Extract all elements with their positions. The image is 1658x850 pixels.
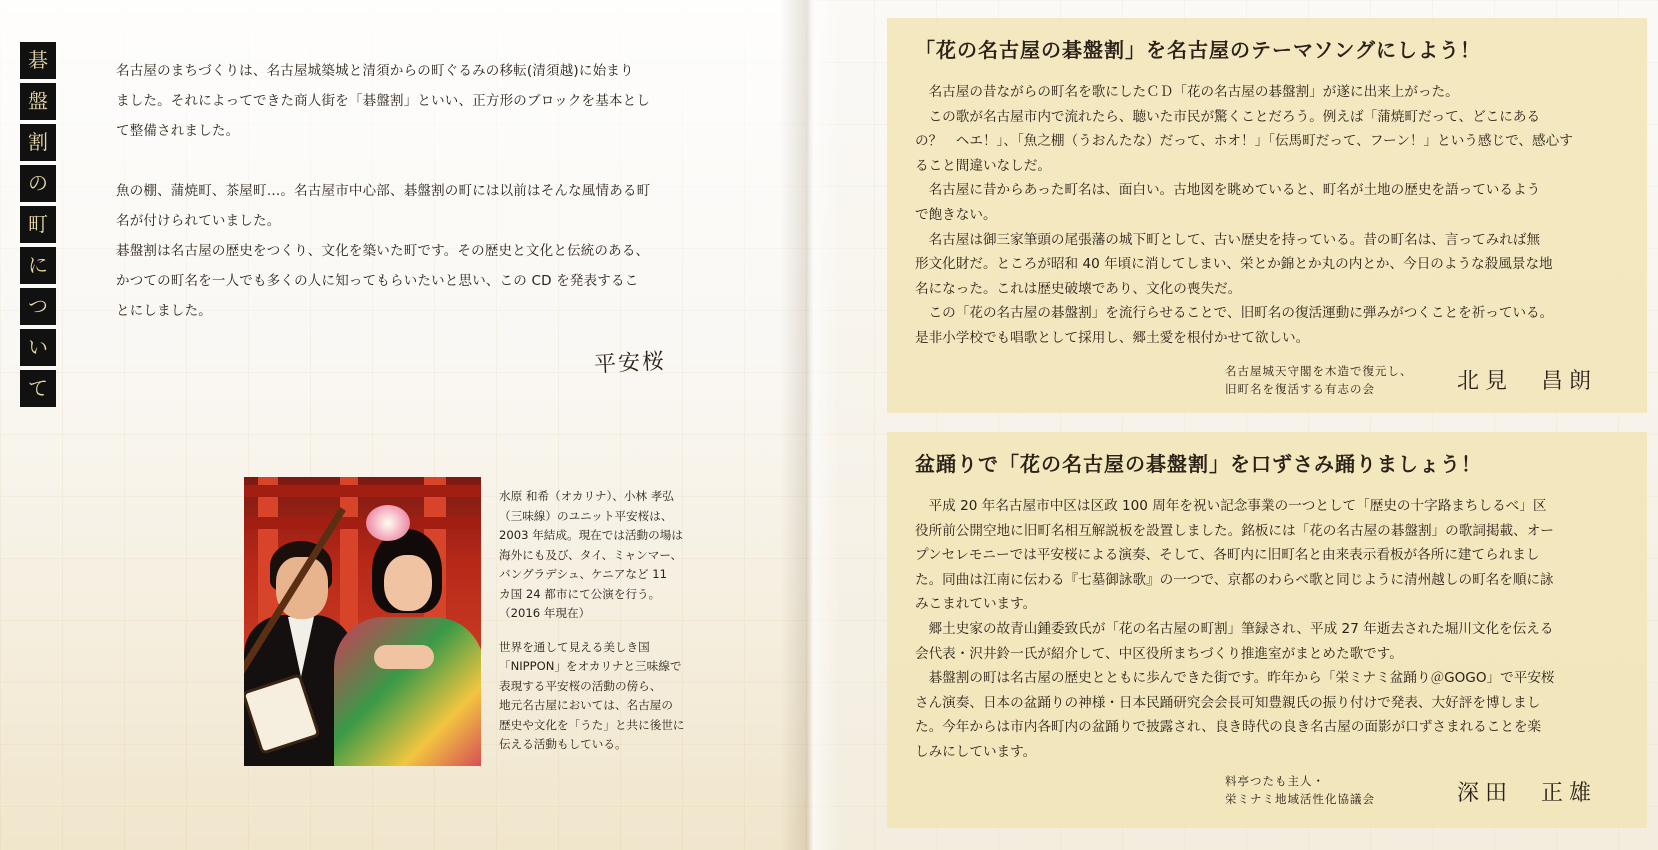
body-line: さん演奏、日本の盆踊りの神様・日本民踊研究会会長可知豊親氏の振り付けで発表、大好評を博しまし bbox=[915, 694, 1541, 711]
body-line: 名古屋は御三家筆頭の尾張藩の城下町として、古い歴史を持っている。昔の町名は、言ってみれば無 bbox=[915, 231, 1541, 248]
author-affiliation bbox=[1225, 362, 1413, 398]
theme-song-heading: 「花の名古屋の碁盤割」を名古屋のテーマソングにしよう！ bbox=[915, 38, 1481, 62]
affiliation-line: 名古屋城天守閣を木造で復元し、 bbox=[1225, 364, 1413, 378]
vertical-title-char: い bbox=[20, 329, 56, 366]
vertical-title-char: 町 bbox=[20, 206, 56, 243]
intro-line: 碁盤割は名古屋の歴史をつくり、文化を築いた町です。その歴史と文化と伝統のある、 bbox=[116, 243, 650, 259]
vertical-title-char: 盤 bbox=[20, 83, 56, 120]
affiliation-line: 栄ミナミ地域活性化協議会 bbox=[1225, 792, 1375, 806]
body-line: この歌が名古屋市内で流れたら、聴いた市民が驚くことだろう。例えば「蒲焼町だって、どこにある bbox=[915, 108, 1541, 125]
theme-song-box bbox=[887, 18, 1647, 413]
group-signature: 平安桜 bbox=[593, 349, 667, 378]
body-line: た。同曲は江南に伝わる『七墓御詠歌』の一つで、京都のわらべ歌と同じように清州越しの町名を順に詠 bbox=[915, 571, 1554, 588]
body-line: プンセレモニーでは平安桜による演奏、そして、各町内に旧町名と由来表示看板が各所に建てられまし bbox=[915, 547, 1540, 564]
body-line: この「花の名古屋の碁盤割」を流行らせることで、旧町名の復活運動に弾みがつくことを祈っている。 bbox=[915, 305, 1554, 322]
body-line: 会代表・沢井鈴一氏が紹介して、中区役所まちづくり推進室がまとめた歌です。 bbox=[915, 645, 1403, 662]
bio-line: （三味線）のユニット平安桜は、 bbox=[499, 508, 673, 523]
body-line: 是非小学校でも唱歌として採用し、郷土愛を根付かせて欲しい。 bbox=[915, 329, 1310, 346]
body-line: た。今年からは市内各町内の盆踊りで披露され、良き時代の良き名古屋の面影が口ずさまれることを楽 bbox=[915, 719, 1542, 736]
bio-line: 地元名古屋においては、名古屋の bbox=[499, 698, 673, 712]
vertical-title-char: つ bbox=[20, 288, 56, 325]
bon-odori-heading: 盆踊りで「花の名古屋の碁盤割」を口ずさみ踊りましょう！ bbox=[915, 452, 1482, 476]
bio-line: バングラデシュ、ケニアなど 11 bbox=[499, 567, 667, 581]
body-line: 平成 20 年名古屋市中区は区政 100 周年を祝い記念事業の一つとして「歴史の十字路まちしるべ」区 bbox=[915, 498, 1547, 514]
vertical-title-char: に bbox=[20, 247, 56, 284]
intro-line: 名古屋のまちづくりは、名古屋城築城と清須からの町ぐるみの移転(清須越)に始まり bbox=[116, 63, 634, 79]
intro-line: かつての町名を一人でも多くの人に知ってもらいたいと思い、この CD を発表するこ bbox=[116, 273, 639, 289]
author-name: 深田 正雄 bbox=[1457, 781, 1598, 806]
bon-odori-body bbox=[915, 494, 1625, 765]
body-line: 名になった。これは歴史破壊であり、文化の喪失だ。 bbox=[915, 280, 1242, 297]
affiliation-line: 旧町名を復活する有志の会 bbox=[1225, 382, 1375, 396]
body-line: で飽きない。 bbox=[915, 206, 997, 223]
book-spine bbox=[780, 0, 840, 850]
body-line: 役所前公開空地に旧町名相互解説板を設置しました。銘板には「花の名古屋の碁盤割」の歌詞掲載、オー bbox=[915, 522, 1554, 539]
body-line: しみにしています。 bbox=[915, 743, 1037, 760]
bio-line: （2016 年現在） bbox=[499, 606, 591, 620]
bon-odori-box bbox=[887, 432, 1647, 828]
author-name: 北見 昌朗 bbox=[1457, 369, 1598, 394]
band-bio bbox=[499, 487, 713, 755]
vertical-title-char: の bbox=[20, 165, 56, 202]
vertical-title bbox=[20, 42, 56, 407]
bio-line: 海外にも及び、タイ、ミャンマー、 bbox=[499, 547, 683, 562]
intro-line: とにしました。 bbox=[116, 303, 212, 319]
body-line: 碁盤割の町は名古屋の歴史とともに歩んできた街です。昨年から「栄ミナミ盆踊り＠GOGO」で平安桜 bbox=[915, 670, 1555, 687]
bio-line: カ国 24 都市にて公演を行う。 bbox=[499, 586, 661, 601]
bio-line: 伝える活動もしている。 bbox=[499, 737, 627, 751]
band-photo bbox=[244, 477, 481, 766]
intro-line: 名が付けられていました。 bbox=[116, 213, 281, 229]
vertical-title-char: 碁 bbox=[20, 42, 56, 79]
intro-text bbox=[116, 56, 696, 326]
bio-line: 世界を通して見える美しき国 bbox=[499, 639, 650, 654]
author-affiliation bbox=[1225, 772, 1375, 808]
affiliation-line: 料亭つたも主人・ bbox=[1225, 774, 1325, 788]
theme-song-body bbox=[915, 80, 1625, 351]
bio-line: 表現する平安桜の活動の傍ら、 bbox=[499, 678, 662, 693]
bio-line: 2003 年結成。現在では活動の場は bbox=[499, 528, 683, 542]
body-line: ること間違いなしだ。 bbox=[915, 157, 1051, 174]
bio-line: 「NIPPON」をオカリナと三味線で bbox=[499, 659, 682, 673]
body-line: の？ ヘエ！」、「魚之棚（うおんたな）だって、ホオ！」「伝馬町だって、フーン！」という感じで、感心す bbox=[915, 133, 1573, 150]
vertical-title-char: 割 bbox=[20, 124, 56, 161]
body-line: 形文化財だ。ところが昭和 40 年頃に消してしまい、栄とか錦とか丸の内とか、今日のような殺風景な地 bbox=[915, 256, 1553, 273]
intro-line: 魚の棚、蒲焼町、茶屋町…。名古屋市中心部、碁盤割の町には以前はそんな風情ある町 bbox=[116, 183, 651, 199]
body-line: 郷土史家の故青山鍾委致氏が「花の名古屋の町割」筆録され、平成 27 年逝去された堀川文化を伝える bbox=[915, 620, 1554, 637]
vertical-title-char: て bbox=[20, 370, 56, 407]
body-line: 名古屋の昔ながらの町名を歌にしたＣＤ「花の名古屋の碁盤割」が遂に出来上がった。 bbox=[915, 84, 1459, 100]
body-line: 名古屋に昔からあった町名は、面白い。古地図を眺めていると、町名が土地の歴史を語っているよう bbox=[915, 182, 1541, 199]
intro-line: て整備されました。 bbox=[116, 123, 240, 139]
bio-line: 水原 和希（オカリナ）、小林 孝弘 bbox=[499, 489, 674, 503]
body-line: みこまれています。 bbox=[915, 596, 1037, 613]
intro-line: ました。それによってできた商人街を「碁盤割」といい、正方形のブロックを基本とし bbox=[116, 93, 651, 109]
bio-line: 歴史や文化を「うた」と共に後世に bbox=[499, 717, 685, 732]
